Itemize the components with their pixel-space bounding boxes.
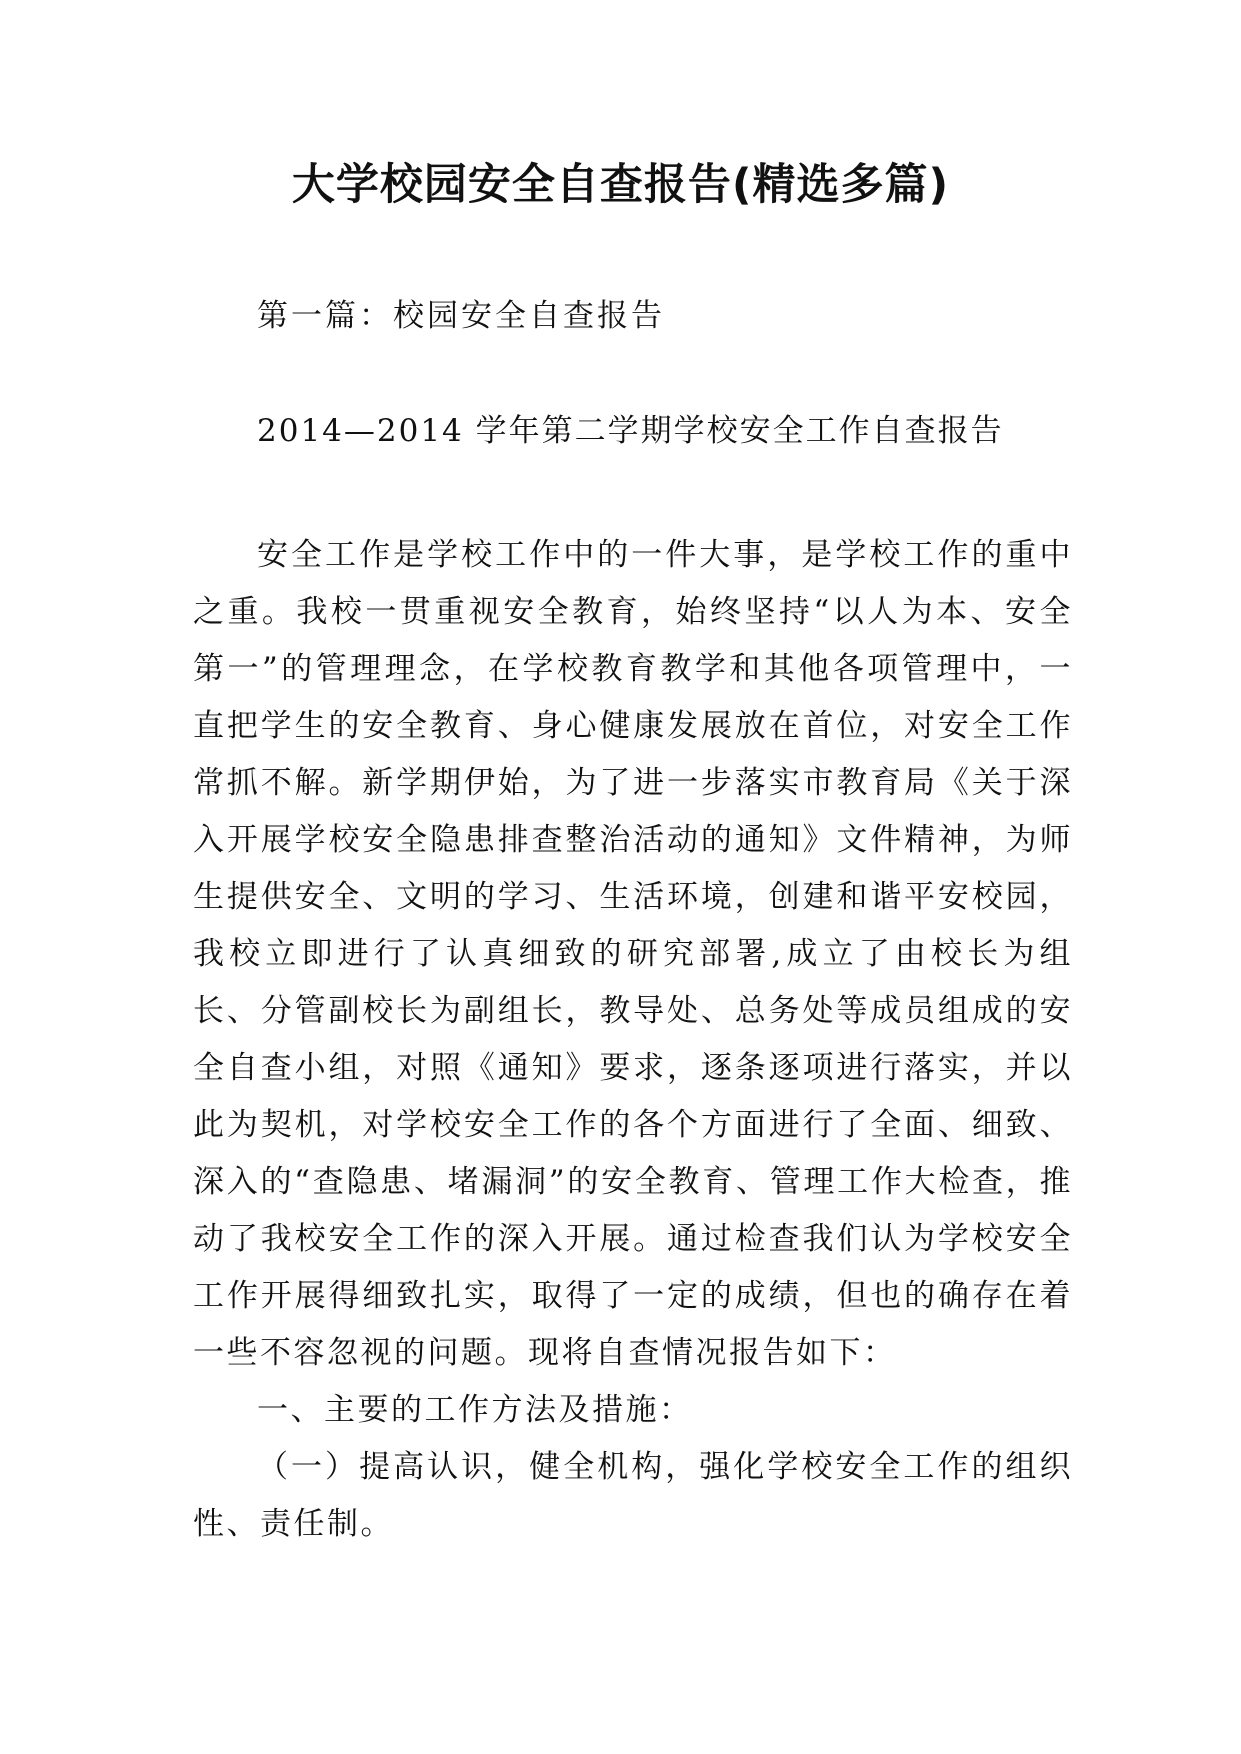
body-paragraph-intro: 安全工作是学校工作中的一件大事，是学校工作的重中之重。我校一贯重视安全教育，始终坚持“以人为本、安全第一”的管理理念，在学校教育教学和其他各项管理中，一直把学生的安全教育、身心健康发展放在首位，对安全工作常抓不解。新学期伊始，为了进一步落实市教育局《关于深入开展学校安全隐患排查整治活动的通知》文件精神，为师生提供安全、文明的学习、生活环境，创建和谐平安校园，我校立即进行了认真细致的研究部署,成立了由校长为组长、分管副校长为副组长，教导处、总务处等成员组成的安全自查小组，对照《通知》要求，逐条逐项进行落实，并以此为契机，对学校安全工作的各个方面进行了全面、细致、深入的“查隐患、堵漏洞”的安全教育、管理工作大检查，推动了我校安全工作的深入开展。通过检查我们认为学校安全工作开展得细致扎实，取得了一定的成绩，但也的确存在着一些不容忽视的问题。现将自查情况报告如下： — [193, 537, 1073, 1371]
document-title: 大学校园安全自查报告(精选多篇) — [291, 160, 950, 210]
section-heading: 第一篇：校园安全自查报告 — [257, 298, 665, 334]
body-paragraph-section-one: 一、主要的工作方法及措施： — [257, 1392, 693, 1428]
document-body — [193, 527, 1073, 1553]
report-subtitle: 2014—2014 学年第二学期学校安全工作自查报告 — [257, 413, 1004, 449]
body-paragraph-subsection-one: （一）提高认识，健全机构，强化学校安全工作的组织性、责任制。 — [193, 1449, 1073, 1542]
